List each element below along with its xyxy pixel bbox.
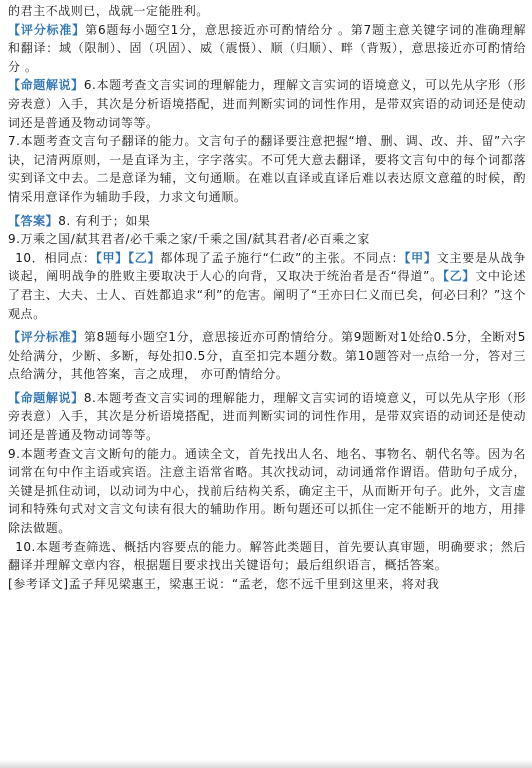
bracket-yi-2: 【乙】 [442,269,476,284]
paragraph-explanation-10: 10.本题考查筛选、概括内容要点的能力。解答此类题目，首先要认真审题，明确要求；然后翻译并理解文章内容，根据题目要求找出关键语句；最后组织语言，概括答案。 [8,539,526,573]
scoring-standard-tag-2: 【评分标准】 [8,330,84,345]
answer-8-text: 8. 有利于；如果 [58,213,151,228]
answer-10-end: 文中论述了君主、大夫、士人、百姓都追求“利”的危害。阐明了“王亦曰仁义而已矣，何必曰利？”这个观点。 [8,269,527,321]
paragraph-answer-10 [8,249,526,323]
scoring-standard-tag: 【评分标准】 [8,22,86,37]
paragraph-answer-8 [8,212,526,231]
paragraph-explanation-8 [8,389,526,445]
answer-10-mid: 都体现了孟子施行“仁政”的主张。不同点： [160,250,405,265]
scoring-6-7-text: 第6题每小题空1分，意思接近亦可酌情给分 。第7题主意关键字词的准确理解和翻译：域（限制）、固（巩固）、威（震慑）、顺（归顺）、畔（背叛），意思接近亦可酌情给分 。 [8,22,526,74]
paragraph-scoring-6-7 [8,21,526,77]
answer-10-rest: 文主要是从战争谈起，阐明战争的胜败主要取决于人心的向背，又取决于统治者是否“得道”。 [8,250,526,284]
paragraph-scoring-8-10 [8,328,526,384]
bracket-jia-2: 【甲】 [404,250,437,265]
page-bottom-shadow [0,760,532,768]
paragraph-explanation-6 [8,76,526,132]
paragraph-explanation-7: 7.本题考查文言句子翻译的能力。文言句子的翻译要注意把握“增、删、调、改、并、留”六字诀，记清两原则，一是直译为主，字字落实。不可凭大意去翻译，要将文言句中的每个词都落实到译文中去。二是意译为辅，文句通顺。在难以直译或直译后难以表达原文意蕴的时候，酌情采用意译作为辅助手段，力求文句通顺。 [8,134,526,204]
bracket-jia: 【甲】 [95,250,129,265]
paragraph-conclusion: 的君主不战则已，战就一定能胜利。 [8,4,209,18]
answer-tag: 【答案】 [8,213,59,228]
bracket-yi: 【乙】 [128,250,161,265]
explanation-8-text: 8.本题考查文言实词的理解能力，理解文言实词的语境意义，可以先从字形（形旁表意）入手，其次是分析语境搭配，进而判断实词的词性作用，是带双宾语的动词还是使动词还是普通及物动词等等。 [8,390,526,443]
question-explanation-tag: 【命题解说】 [8,78,84,93]
paragraph-reference-translation: [参考译文]孟子拜见梁惠王，梁惠王说：“孟老，您不远千里到这里来，将对我 [8,576,440,591]
explanation-6-text: 6.本题考查文言实词的理解能力，理解文言实词的语境意义，可以先从字形（形旁表意）入手，其次是分析语境搭配，进而判断实词的词性作用，是带双宾语的动词还是使动词还是普通及物动词等等。 [8,78,526,130]
scoring-8-10-text: 第8题每小题空1分，意思接近亦可酌情给分。第9题断对1处给0.5分，全断对5处给满分，少断、多断，每处扣0.5分，直至扣完本题分数。第10题答对一点给一分，答对三点给满分，其他答案，言之成理， 亦可酌情给分。 [8,330,526,382]
paragraph-answer-9: 9.万乘之国/弑其君者/必千乘之家/千乘之国/弑其君者/必百乘之家 [8,232,370,247]
question-explanation-tag-2: 【命题解说】 [8,390,84,405]
answer-10-start: 10．相同点： [15,250,96,265]
paragraph-explanation-9: 9.本题考查文言文断句的能力。通读全文，首先找出人名、地名、事物名、朝代名等。因为名词常在句中作主语或宾语。注意主语常省略。其次找动词，动词通常作谓语。借助句子成分，关键是抓住动词，以动词为中心，找前后结构关系，确定主干，从而断开句子。此外，文言虚词和特殊句式对文言文句读有很大的辅助作用。断句题还可以抓住一定不能断开的地方，用排除法做题。 [8,446,526,536]
